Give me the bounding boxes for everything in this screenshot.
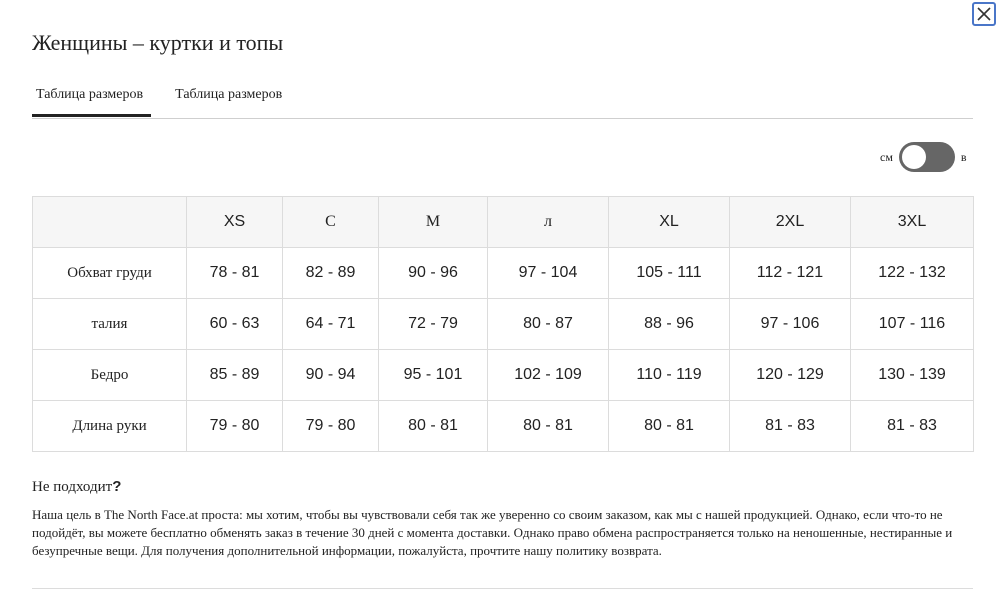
table-cell: 122 - 132 <box>851 248 974 299</box>
header-size-m: М <box>379 197 488 248</box>
table-row <box>33 401 974 452</box>
not-fitting-heading-text: Не подходит <box>32 479 113 495</box>
table-cell: 120 - 129 <box>730 350 851 401</box>
not-fitting-heading-mark: ? <box>112 478 122 495</box>
table-cell: 80 - 81 <box>379 401 488 452</box>
table-row <box>33 248 974 299</box>
row-label: Обхват груди <box>33 248 187 299</box>
table-cell: 64 - 71 <box>283 299 379 350</box>
table-cell: 112 - 121 <box>730 248 851 299</box>
table-cell: 72 - 79 <box>379 299 488 350</box>
table-cell: 102 - 109 <box>488 350 609 401</box>
return-policy-text: Наша цель в The North Face.at проста: мы хотим, чтобы вы чувствовали себя так же уверенно со своим заказом, как мы с нашей продукцией. Однако, если что-то не подойдёт, вы можете бесплатно обменять заказ в течение 30 дней с момента доставки. Однако право обмена распространяется только на неношенные, нестиранные и безупречные вещи. Для получения дополнительной информации, пожалуйста, прочтите нашу политику возврата. <box>32 507 953 558</box>
table-cell: 85 - 89 <box>187 350 283 401</box>
table-cell: 80 - 87 <box>488 299 609 350</box>
header-size-xs: XS <box>187 197 283 248</box>
table-cell: 81 - 83 <box>851 401 974 452</box>
table-cell: 97 - 104 <box>488 248 609 299</box>
close-button[interactable] <box>972 2 996 26</box>
table-cell: 90 - 96 <box>379 248 488 299</box>
table-header-row <box>33 197 974 248</box>
row-label: талия <box>33 299 187 350</box>
row-label: Длина руки <box>33 401 187 452</box>
table-row <box>33 350 974 401</box>
tab-size-chart-2[interactable]: Таблица размеров <box>175 87 283 102</box>
divider <box>32 588 973 589</box>
table-cell: 90 - 94 <box>283 350 379 401</box>
header-size-s: С <box>283 197 379 248</box>
switch-knob <box>902 145 926 169</box>
table-cell: 81 - 83 <box>730 401 851 452</box>
table-row <box>33 299 974 350</box>
modal-title: Женщины – куртки и топы <box>32 30 284 55</box>
header-size-2xl: 2XL <box>730 197 851 248</box>
row-label: Бедро <box>33 350 187 401</box>
tab-bar <box>32 86 973 119</box>
unit-toggle <box>880 142 967 172</box>
close-icon <box>977 7 991 21</box>
table-cell: 105 - 111 <box>609 248 730 299</box>
table-cell: 80 - 81 <box>609 401 730 452</box>
table-cell: 82 - 89 <box>283 248 379 299</box>
table-cell: 97 - 106 <box>730 299 851 350</box>
not-fitting-heading <box>32 478 121 496</box>
header-size-l: л <box>488 197 609 248</box>
table-cell: 88 - 96 <box>609 299 730 350</box>
table-cell: 110 - 119 <box>609 350 730 401</box>
table-cell: 80 - 81 <box>488 401 609 452</box>
table-cell: 79 - 80 <box>187 401 283 452</box>
table-cell: 95 - 101 <box>379 350 488 401</box>
header-size-3xl: 3XL <box>851 197 974 248</box>
table-cell: 79 - 80 <box>283 401 379 452</box>
table-cell: 78 - 81 <box>187 248 283 299</box>
unit-label-inch: в <box>960 149 967 164</box>
table-cell: 107 - 116 <box>851 299 974 350</box>
size-table <box>32 196 974 452</box>
header-cell-empty <box>33 197 187 248</box>
unit-label-cm: см <box>880 149 893 164</box>
header-size-xl: XL <box>609 197 730 248</box>
table-cell: 60 - 63 <box>187 299 283 350</box>
tab-size-chart-1[interactable]: Таблица размеров <box>32 86 151 117</box>
unit-switch[interactable] <box>899 142 955 172</box>
table-cell: 130 - 139 <box>851 350 974 401</box>
